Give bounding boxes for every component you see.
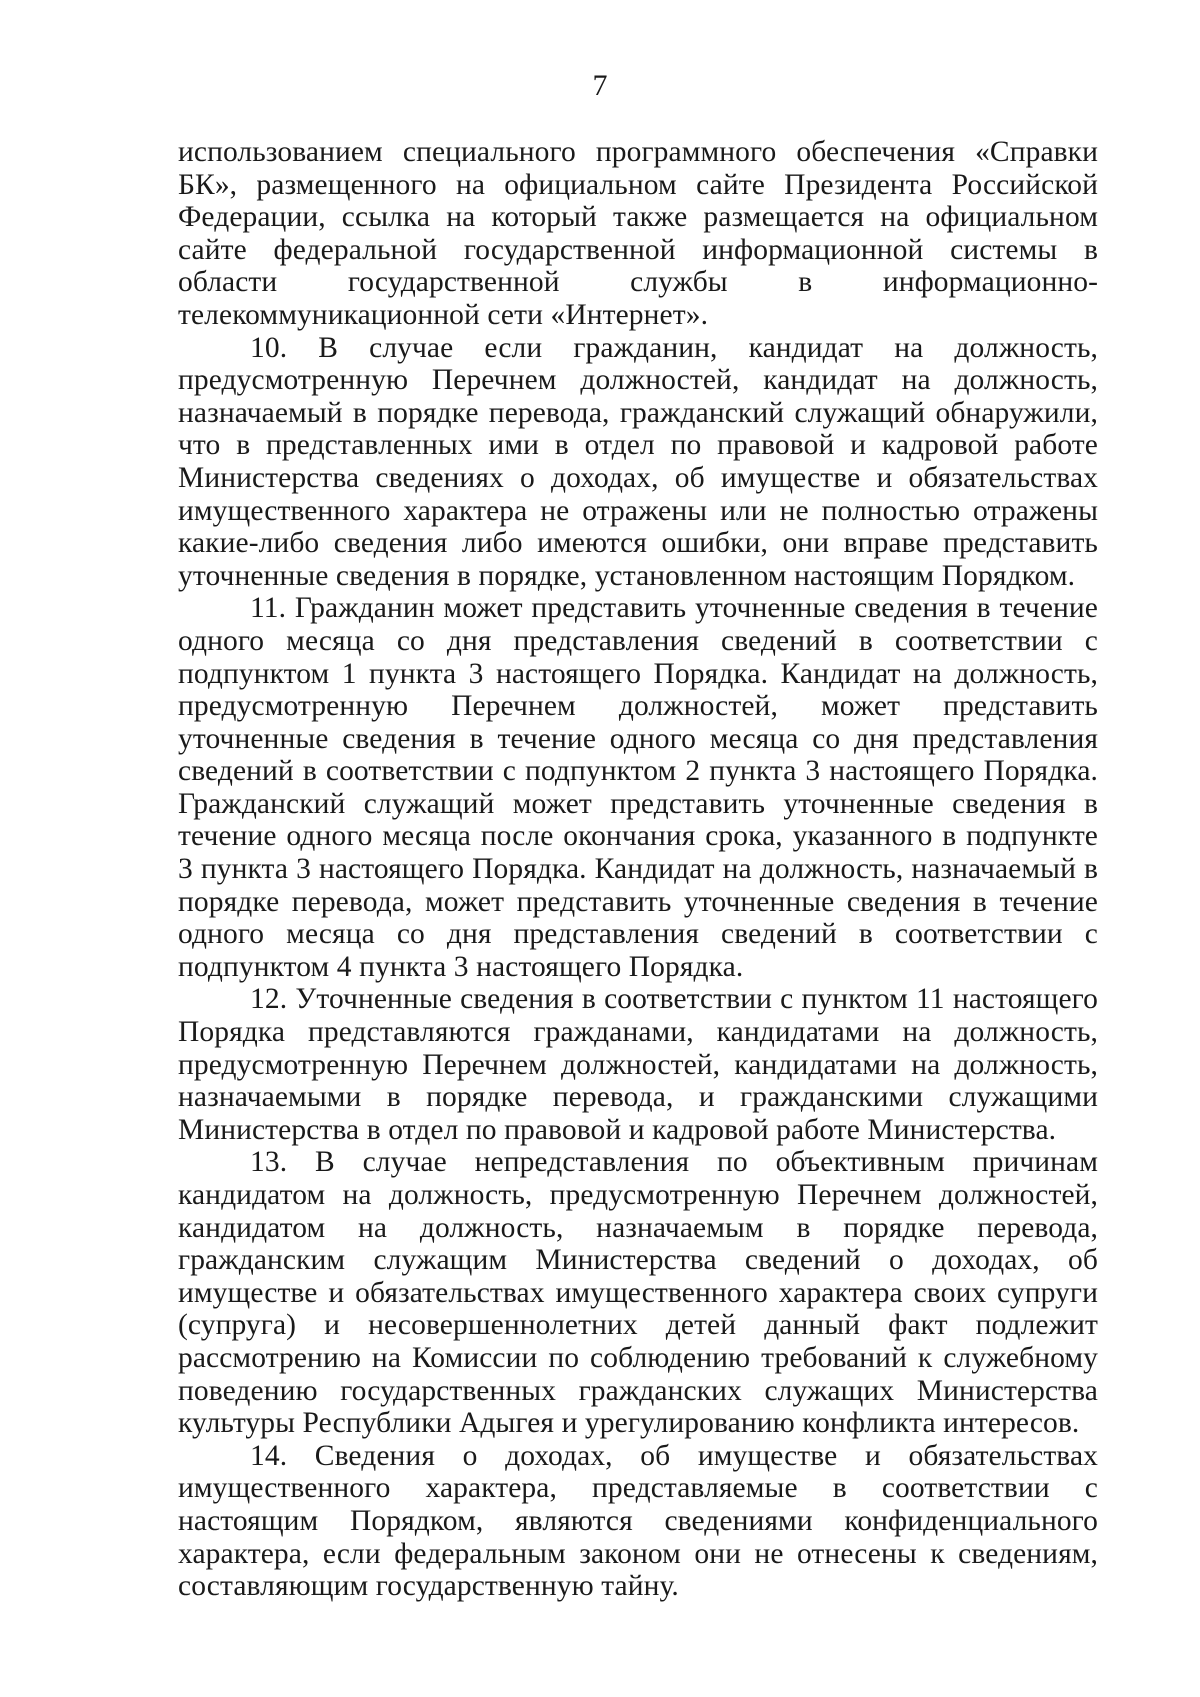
paragraph-11: 11. Гражданин может представить уточненные сведения в течение одного месяца со дня представления сведений в соответствии с подпунктом 1 пункта 3 настоящего Порядка. Кандидат на должность, предусмотренную Перечнем должностей, может представить уточненные сведения в течение одного месяца со дня представления сведений в соответствии с подпунктом 2 пункта 3 настоящего Порядка. Гражданский служащий может представить уточненные сведения в течение одного месяца после окончания срока, указанного в подпункте 3 пункта 3 настоящего Порядка. Кандидат на должность, назначаемый в порядке перевода, может представить уточненные сведения в течение одного месяца со дня представления сведений в соответствии с подпунктом 4 пункта 3 настоящего Порядка. (178, 592, 1098, 983)
paragraph-10: 10. В случае если гражданин, кандидат на должность, предусмотренную Перечнем должностей, кандидат на должность, назначаемый в порядке перевода, гражданский служащий обнаружили, что в представленных ими в отдел по правовой и кадровой работе Министерства сведениях о доходах, об имуществе и обязательствах имущественного характера не отражены или не полностью отражены какие-либо сведения либо имеются ошибки, они вправе представить уточненные сведения в порядке, установленном настоящим Порядком. (178, 331, 1098, 592)
paragraph-14: 14. Сведения о доходах, об имуществе и обязательствах имущественного характера, представляемые в соответствии с настоящим Порядком, являются сведениями конфиденциального характера, если федеральным законом они не отнесены к сведениям, составляющим государственную тайну. (178, 1439, 1098, 1603)
paragraph-13: 13. В случае непредставления по объективным причинам кандидатом на должность, предусмотренную Перечнем должностей, кандидатом на должность, назначаемым в порядке перевода, гражданским служащим Министерства сведений о доходах, об имуществе и обязательствах имущественного характера своих супруги (супруга) и несовершеннолетних детей данный факт подлежит рассмотрению на Комиссии по соблюдению требований к служебному поведению государственных гражданских служащих Министерства культуры Республики Адыгея и урегулированию конфликта интересов. (178, 1146, 1098, 1440)
page-number: 7 (592, 69, 608, 102)
paragraph-12: 12. Уточненные сведения в соответствии с пунктом 11 настоящего Порядка представляются гражданами, кандидатами на должность, предусмотренную Перечнем должностей, кандидатами на должность, назначаемыми в порядке перевода, и гражданскими служащими Министерства в отдел по правовой и кадровой работе Министерства. (178, 983, 1098, 1146)
paragraph-9-continuation: использованием специального программного обеспечения «Справки БК», размещенного на официальном сайте Президента Российской Федерации, ссылка на который также размещается на официальном сайте федеральной государственной информационной системы в области государственной службы в информационно-телекоммуникационной сети «Интернет». (178, 136, 1098, 331)
document-body (178, 136, 1098, 1603)
